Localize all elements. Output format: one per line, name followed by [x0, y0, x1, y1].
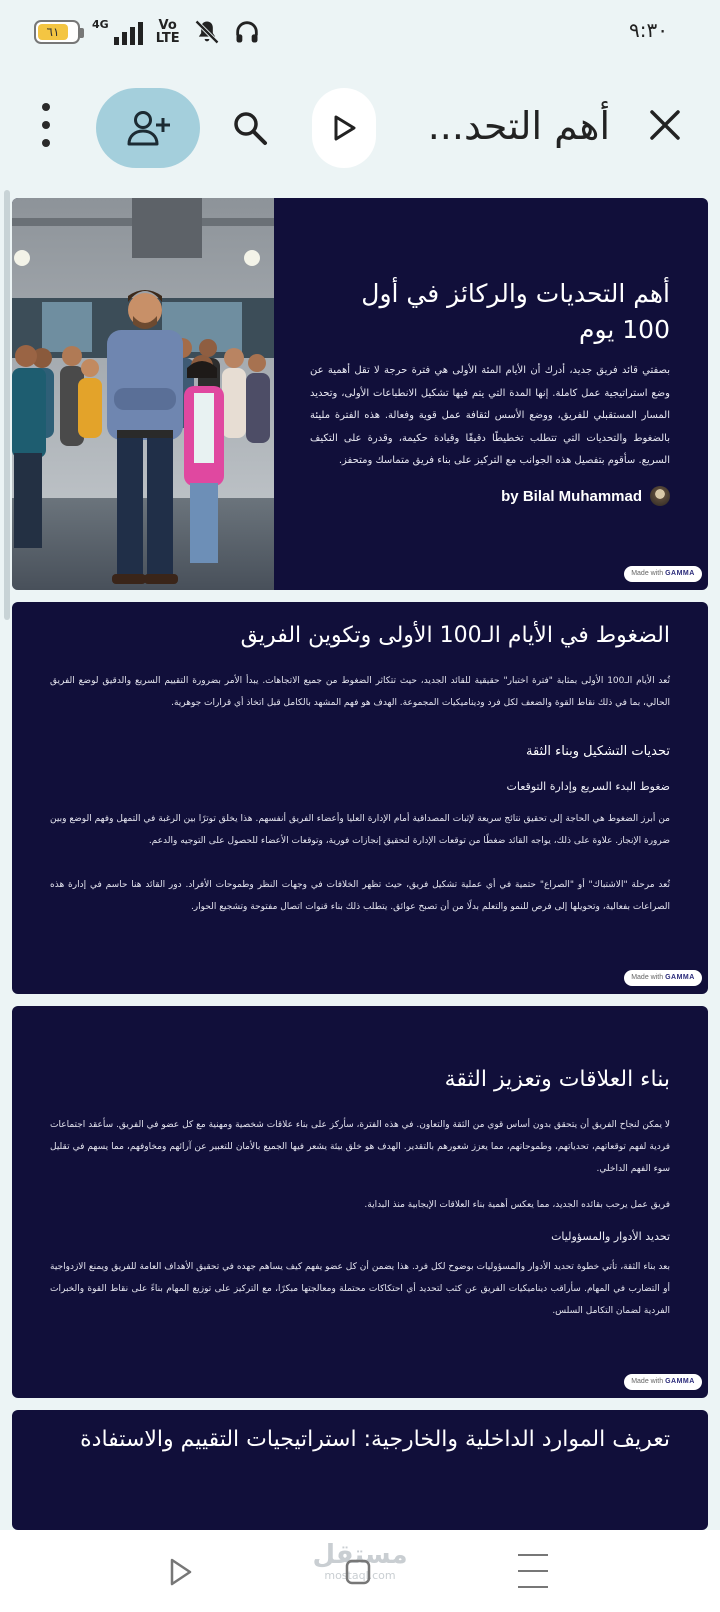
- more-vert-icon[interactable]: [26, 98, 66, 152]
- add-user-icon: [124, 108, 172, 148]
- slide-paragraph: من أبرز الضغوط هي الحاجة إلى تحقيق نتائج سريعة لإثبات المصداقية أمام الإدارة العليا وأعضاء الفريق أنفسهم. هذا يخلق توترًا بين الرغبة في التمهل وفهم الوضع وبين ضرورة الإنجاز. علاوة على ذلك، يواجه القائد ضغطًا من توقعات الإدارة لتحقيق إنجازات فورية، وتوقعات الأعضاء للحصول على التوجيه والدعم.: [50, 814, 670, 846]
- slide-2[interactable]: [12, 602, 708, 994]
- network-type: 4G: [92, 18, 109, 31]
- slide-title: تعريف الموارد الداخلية والخارجية: استراتيجيات التقييم والاستفادة: [80, 1427, 670, 1452]
- slide-subheading: ضغوط البدء السريع وإدارة التوقعات: [506, 780, 670, 793]
- search-icon: [230, 108, 270, 148]
- search-button[interactable]: [222, 100, 278, 156]
- slide-body: بصفتي قائد فريق جديد، أدرك أن الأيام المئة الأولى هي فترة حرجة لا تقل أهمية عن وضع استراتيجية عمل كاملة. إنها المدة التي يتم فيها تشكيل الانطباعات الأولى، وتحديد المسار المستقبلي للفريق، ووضع الأسس لثقافة عمل قوية وفعالة. هذه الفترة مليئة بالضغوط والتحديات التي تتطلب تخطيطًا دقيقًا وقيادة حكيمة، وقدرة على التكيف السريع. سأقوم بتفصيل هذه الجوانب مع التركيز على بناء فريق متماسك ومتحفز.: [310, 365, 670, 466]
- scrollbar[interactable]: [4, 190, 10, 620]
- author-byline: [501, 486, 670, 506]
- slide-1[interactable]: [12, 198, 708, 590]
- headphones-icon: [233, 18, 261, 46]
- slide-title: بناء العلاقات وتعزيز الثقة: [444, 1067, 670, 1092]
- nav-home-icon[interactable]: [338, 1552, 378, 1592]
- badge-prefix: Made with: [631, 570, 664, 577]
- slide-paragraph: بعد بناء الثقة، تأتي خطوة تحديد الأدوار والمسؤوليات بوضوح لكل فرد. هذا يضمن أن كل عضو يفهم كيف يساهم جهده في تحقيق الأهداف العامة للفريق ويمنع الازدواجية أو التضارب في المهام. سأراقب ديناميكيات الفريق عن كثب لتحديد أي احتكاكات محتملة ومعالجتها مبكرًا، مع التركيز على توزيع المهام بناءً على نقاط القوة والخبرات الفردية لضمان التكامل السلس.: [50, 1262, 670, 1316]
- slide-title: الضغوط في الأيام الـ100 الأولى وتكوين الفريق: [240, 623, 670, 648]
- slide-3[interactable]: [12, 1006, 708, 1398]
- made-with-badge[interactable]: [624, 566, 702, 582]
- team-photo: [12, 198, 274, 590]
- close-button[interactable]: [640, 100, 690, 150]
- slide-4[interactable]: [12, 1410, 708, 1530]
- signal-icon: [92, 19, 143, 45]
- nav-back-icon[interactable]: [160, 1552, 200, 1592]
- slide-paragraph: لا يمكن لنجاح الفريق أن يتحقق بدون أساس قوي من الثقة والتعاون. في هذه الفترة، سأركز على بناء علاقات شخصية ومهنية مع كل عضو في الفريق. سأعقد اجتماعات فردية لفهم توقعاتهم، تحدياتهم، وطموحاتهم، مما يعزز شعورهم بالتقدير. الهدف هو خلق بيئة يشعر فيها الجميع بالأمان للتعبير عن آرائهم ومخاوفهم، مما يسهم في تقليل سوء الفهم الداخلي.: [50, 1120, 670, 1174]
- slide-paragraph: تُعد مرحلة "الاشتباك" أو "الصراع" حتمية في أي عملية تشكيل فريق، حيث تظهر الخلافات في وجهات النظر وطموحات الأفراد. دور القائد هنا حاسم في إدارة هذه الصراعات بفعالية، وتحويلها إلى فرص للنمو والتعلم بدلًا من أن تصبح عوائق. يتطلب ذلك بناء قنوات اتصال مفتوحة وتشجيع الحوار.: [50, 880, 670, 912]
- battery-icon: [34, 20, 80, 44]
- badge-brand: GAMMA: [665, 570, 695, 577]
- avatar: [650, 486, 670, 506]
- add-user-button[interactable]: [96, 88, 200, 168]
- status-bar: [0, 0, 720, 64]
- app-bar: [0, 70, 720, 180]
- badge-prefix: Made with: [631, 1378, 664, 1385]
- status-icons: [34, 18, 261, 46]
- badge-brand: GAMMA: [665, 1378, 695, 1385]
- volte-icon: Vo LTE: [155, 18, 180, 46]
- watermark-sub: mostaql.com: [324, 1569, 396, 1582]
- slide-caption: فريق عمل يرحب بقائده الجديد، مما يعكس أهمية بناء العلاقات الإيجابية منذ البداية.: [364, 1200, 670, 1210]
- badge-brand: GAMMA: [665, 974, 695, 981]
- nav-menu-icon[interactable]: [518, 1554, 548, 1588]
- app-title: أهم التحد...: [427, 104, 610, 148]
- close-icon: [648, 108, 682, 142]
- battery-level: ٦١: [46, 25, 60, 39]
- slide-intro: تُعد الأيام الـ100 الأولى بمثابة "فترة اختبار" حقيقية للقائد الجديد، حيث تتكاثر الضغوط من جميع الاتجاهات. يبدأ الأمر بضرورة التقييم السريع والدقيق لوضع الفريق الحالي، بما في ذلك نقاط القوة والضعف لكل فرد وديناميكيات المجموعة. الهدف هو فهم المشهد بالكامل قبل اتخاذ أي قرارات جوهرية.: [50, 676, 670, 708]
- made-with-badge[interactable]: [624, 970, 702, 986]
- status-time: ٩:٣٠: [629, 18, 668, 42]
- navigation-bar: [0, 1530, 720, 1612]
- watermark-text: مستقل: [312, 1540, 408, 1570]
- slide-heading: تحديات التشكيل وبناء الثقة: [525, 744, 670, 759]
- slide-heading: تحديد الأدوار والمسؤوليات: [551, 1230, 670, 1243]
- slide-title: أهم التحديات والركائز في أول 100 يوم: [361, 279, 670, 344]
- silent-bell-icon: [193, 18, 221, 46]
- play-button[interactable]: [312, 88, 376, 168]
- badge-prefix: Made with: [631, 974, 664, 981]
- made-with-badge[interactable]: [624, 1374, 702, 1390]
- play-icon: [329, 113, 359, 143]
- author-name: by Bilal Muhammad: [501, 487, 642, 505]
